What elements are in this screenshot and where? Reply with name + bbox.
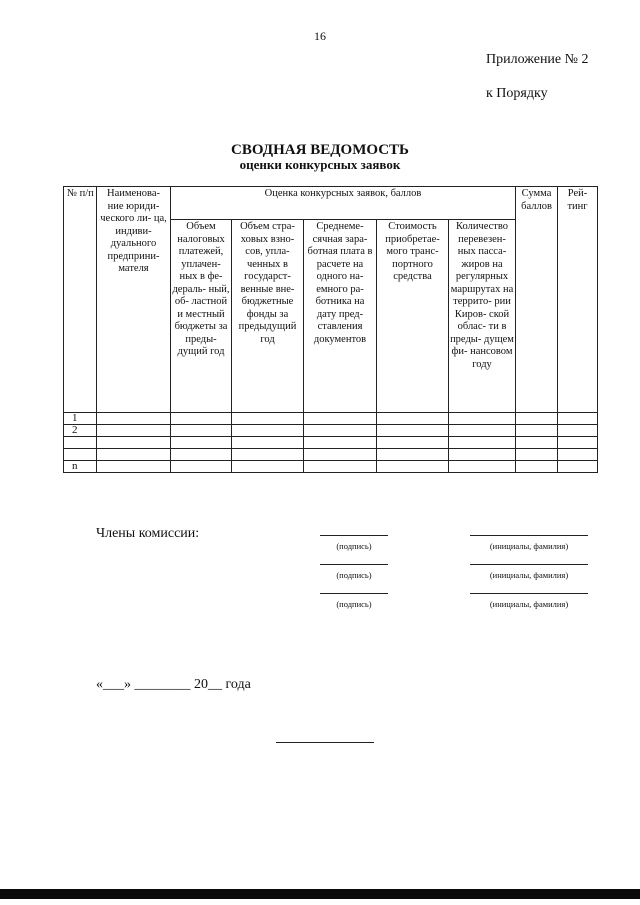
row-index — [64, 437, 97, 449]
date-line: «___» ________ 20__ года — [96, 677, 251, 692]
initials-caption: (инициалы, фамилия) — [489, 570, 569, 580]
signature-line — [320, 564, 388, 565]
signature-line — [320, 593, 388, 594]
header-passengers-count: Количество перевезен- ных пасса- жиров на регулярных маршрутах на террито- рии Киров- ской облас- ти в преды- дущем фи- нансовом году — [449, 220, 516, 413]
row-index: 2 — [64, 425, 97, 437]
table-row — [64, 413, 598, 425]
row-index — [64, 449, 97, 461]
initials-line — [470, 535, 588, 536]
signature-caption: (подпись) — [336, 599, 372, 609]
table-row — [64, 437, 598, 449]
header-rating: Рей- тинг — [558, 187, 598, 413]
signature-caption: (подпись) — [336, 541, 372, 551]
signature-caption: (подпись) — [336, 570, 372, 580]
table-row — [64, 449, 598, 461]
to-order-label: к Порядку — [486, 86, 548, 101]
commission-members-label: Члены комиссии: — [96, 526, 200, 541]
initials-line — [470, 564, 588, 565]
summary-table — [63, 186, 598, 473]
header-insurance-contributions: Объем стра- ховых взно- сов, упла- ченных в государст- венные вне- бюджетные фонды за предыдущий год — [232, 220, 304, 413]
initials-caption: (инициалы, фамилия) — [489, 541, 569, 551]
document-title: СВОДНАЯ ВЕДОМОСТЬ — [231, 142, 409, 158]
header-number: № п/п — [64, 187, 97, 413]
appendix-label: Приложение № 2 — [486, 52, 589, 67]
table-row — [64, 461, 598, 473]
document-subtitle: оценки конкурсных заявок — [239, 157, 401, 172]
row-index: n — [64, 461, 97, 473]
scan-edge-bar — [0, 889, 640, 899]
header-average-salary: Среднеме- сячная зара- ботная плата в расчете на одного на- емного ра- ботника на дату пред- ставления документов — [304, 220, 377, 413]
header-sum: Сумма баллов — [516, 187, 558, 413]
header-tax-payments: Объем налоговых платежей, уплачен- ных в фе- дераль- ный, об- ластной и местный бюджеты за преды- дущий год — [171, 220, 232, 413]
row-index: 1 — [64, 413, 97, 425]
closing-rule — [276, 742, 374, 743]
header-name: Наименова- ние юриди- ческого ли- ца, индиви- дуального предприни- мателя — [97, 187, 171, 413]
initials-line — [470, 593, 588, 594]
header-evaluation-group: Оценка конкурсных заявок, баллов — [171, 187, 516, 220]
page-number: 16 — [314, 29, 326, 43]
initials-caption: (инициалы, фамилия) — [489, 599, 569, 609]
header-vehicle-cost: Стоимость приобретае- мого транс- портного средства — [377, 220, 449, 413]
signature-line — [320, 535, 388, 536]
table-row — [64, 425, 598, 437]
